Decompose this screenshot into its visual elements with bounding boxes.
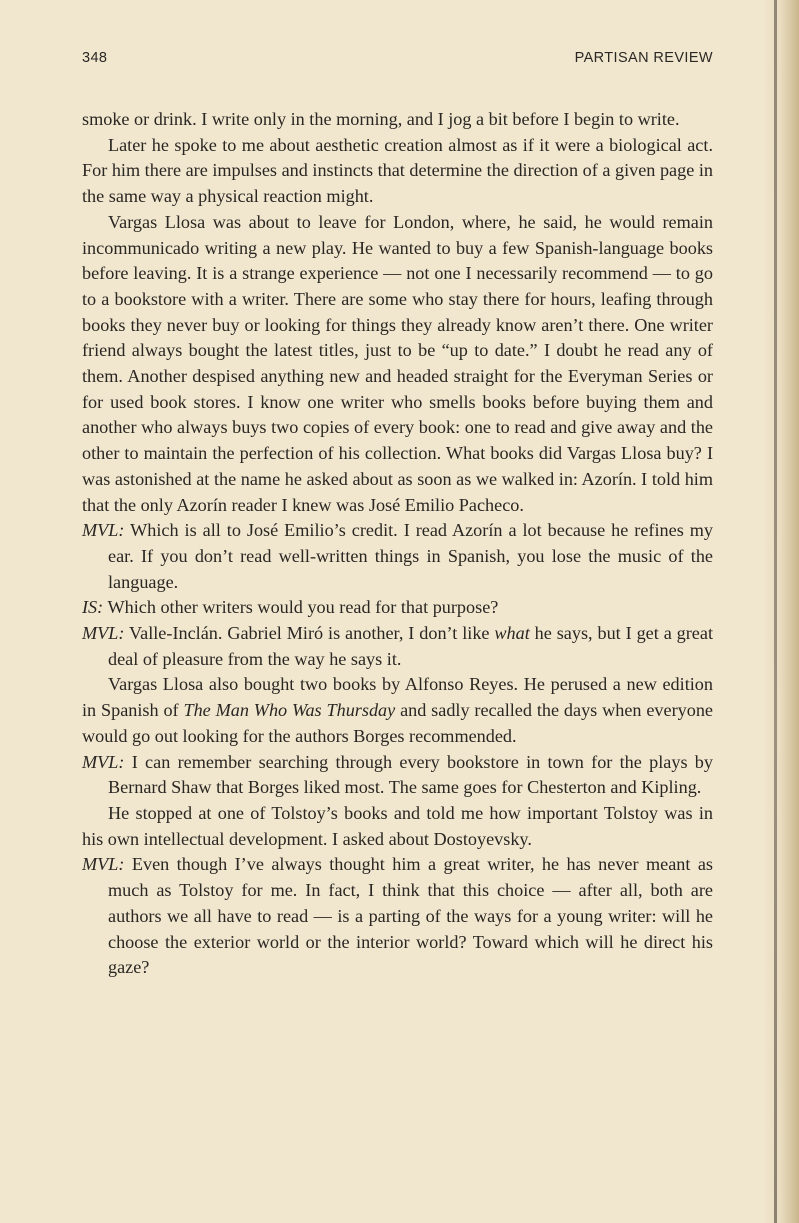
journal-title: PARTISAN REVIEW [574, 50, 713, 66]
paragraph-text: Vargas Llosa also bought two books by Alfonso Reyes. He perused a new edition in Spanish of [82, 674, 713, 721]
dialogue-text: Even though I’ve always thought him a great writer, he has never meant as much as Tolstoy for me. In fact, I think that this choice — after all, both are authors we all have to read — is a parting of the ways for a young writer: will he choose the exterior world or the interior world? Toward which will he direct his gaze? [108, 854, 713, 978]
dialogue-entry [82, 518, 713, 595]
paragraph [82, 672, 713, 749]
dialogue-text: Which is all to José Emilio’s credit. I read Azorín a lot because he refines my ear. If you don’t read well-written things in Spanish, you lose the music of the language. [108, 520, 713, 592]
binding-edge [774, 0, 777, 1223]
speaker-label: MVL: [82, 854, 125, 875]
dialogue-entry [82, 595, 713, 621]
book-title: The Man Who Was Thursday [183, 700, 396, 721]
speaker-label: MVL: [82, 623, 125, 644]
dialogue-text: he says, but I get a great deal of pleasure from the way he says it. [108, 623, 714, 669]
running-header [82, 50, 713, 74]
paragraph: Vargas Llosa was about to leave for London, where, he said, he would remain incommunicado writing a new play. He wanted to buy a few Spanish-language books before leaving. It is a strange experience — not one I necessarily recommend — to go to a bookstore with a writer. There are some who stay there for hours, leafing through books they never buy or looking for things they already know aren’t there. One writer friend always bought the latest titles, just to be “up to date.” I doubt he read any of them. Another despised anything new and headed straight for the Everyman Series or for used book stores. I know one writer who smells books before buying them and another who always buys two copies of every book: one to read and give away and the other to maintain the perfection of his collection. What books did Vargas Llosa buy? I was astonished at the name he asked about as soon as we walked in: Azorín. I told him that the only Azorín reader I knew was José Emilio Pacheco. [82, 211, 713, 515]
paragraph: Later he spoke to me about aesthetic creation almost as if it were a biological act. For him there are impulses and instincts that determine the direction of a given page in the same way a physical reaction might. [82, 134, 713, 207]
paragraph: He stopped at one of Tolstoy’s books and told me how important Tolstoy was in his own intellectual development. I asked about Dostoyevsky. [82, 802, 713, 849]
paragraph: smoke or drink. I write only in the morning, and I jog a bit before I begin to write. [82, 109, 680, 129]
paragraph-text: and sadly recalled the days when everyone would go out looking for the authors Borges recommended. [82, 700, 713, 746]
speaker-label: MVL: [82, 751, 125, 772]
page-number: 348 [82, 50, 108, 66]
emphasis: what [494, 623, 530, 644]
page-edge-shadow [765, 0, 799, 1223]
dialogue-entry [82, 621, 713, 672]
speaker-label: IS: [82, 597, 104, 618]
dialogue-text: Which other writers would you read for that purpose? [107, 597, 499, 618]
dialogue-text: I can remember searching through every bookstore in town for the plays by Bernard Shaw that Borges liked most. The same goes for Chesterton and Kipling. [108, 751, 713, 798]
article-body [82, 107, 713, 981]
dialogue-entry [82, 750, 713, 801]
dialogue-entry [82, 852, 713, 981]
speaker-label: MVL: [82, 520, 125, 541]
dialogue-text: Valle-Inclán. Gabriel Miró is another, I don’t like [129, 623, 495, 644]
